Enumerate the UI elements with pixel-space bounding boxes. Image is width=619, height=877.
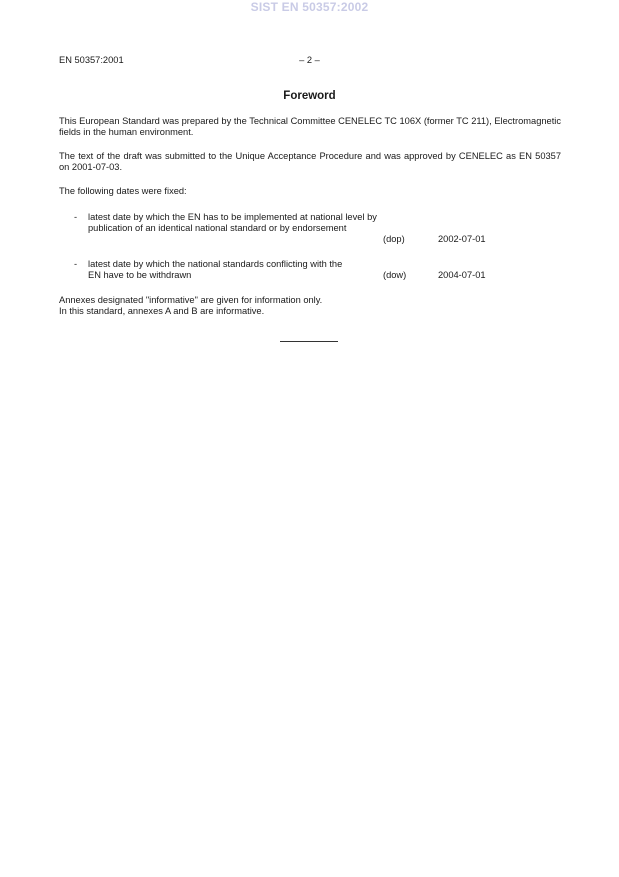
watermark: SIST EN 50357:2002: [250, 0, 369, 14]
section-title: Foreword: [283, 90, 336, 102]
document-id: EN 50357:2001: [59, 55, 124, 65]
paragraph-approval: The text of the draft was submitted to the Unique Acceptance Procedure and was approved by CENELEC as EN 50357 on 2001-07-03.: [59, 151, 561, 172]
annex-note-line-2: In this standard, annexes A and B are informative.: [59, 306, 265, 316]
list-bullet: -: [74, 259, 78, 269]
list-item-date: 2004-07-01: [438, 270, 486, 280]
list-item-text: latest date by which the national standards conflicting with the EN have to be withdrawn: [88, 259, 343, 280]
list-bullet: -: [74, 212, 78, 222]
annex-note: [59, 295, 561, 317]
annex-note-line-1: Annexes designated "informative" are given for information only.: [59, 295, 323, 305]
list-item-text: latest date by which the EN has to be implemented at national level by publication of an identical national standard or by endorsement: [88, 212, 377, 233]
paragraph-dates-intro: The following dates were fixed:: [59, 186, 187, 196]
paragraph-preparation: This European Standard was prepared by the Technical Committee CENELEC TC 106X (former TC 211), Electromagnetic fields in the human environment.: [59, 116, 561, 137]
page-number: – 2 –: [299, 55, 320, 65]
list-item-dow: [59, 259, 561, 281]
list-item-date: 2002-07-01: [438, 234, 486, 244]
end-separator-rule: [280, 341, 338, 342]
list-item-abbr: (dop): [383, 234, 405, 244]
list-item-dop: [59, 212, 561, 245]
list-item-abbr: (dow): [383, 270, 407, 280]
